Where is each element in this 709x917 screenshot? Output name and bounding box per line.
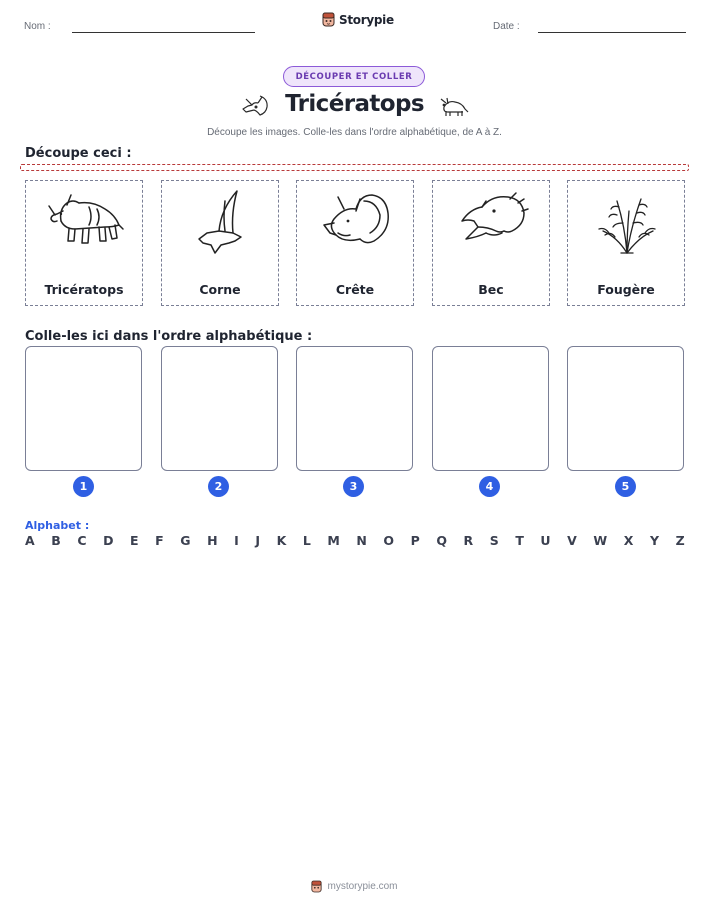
brand-logo <box>322 12 394 27</box>
storypie-mascot-icon <box>322 12 335 27</box>
fern-icon <box>587 187 667 257</box>
triceratops-right-icon <box>438 95 470 119</box>
alphabet-letter: V <box>567 533 577 548</box>
alphabet-letter: G <box>180 533 191 548</box>
alphabet-letter: X <box>623 533 634 548</box>
alphabet-letter: M <box>327 533 340 548</box>
card-label: Bec <box>478 282 504 297</box>
brand-name: Storypie <box>339 12 394 27</box>
alphabet-letter: S <box>489 533 499 548</box>
alphabet-letter: E <box>130 533 139 548</box>
alphabet-letter: K <box>276 533 287 548</box>
card-label: Corne <box>199 282 241 297</box>
alphabet-letter: N <box>356 533 367 548</box>
alphabet-letter: B <box>51 533 61 548</box>
cut-card-fougere[interactable] <box>567 180 685 306</box>
position-number-2: 2 <box>208 476 229 497</box>
date-line[interactable] <box>538 32 686 33</box>
position-number-1: 1 <box>73 476 94 497</box>
name-line[interactable] <box>72 32 255 33</box>
alphabet-letter: Z <box>675 533 685 548</box>
paste-box-3[interactable] <box>296 346 413 471</box>
paste-box-5[interactable] <box>567 346 684 471</box>
cut-section-title: Découpe ceci : <box>25 146 132 161</box>
page-title: Tricératops <box>285 91 424 117</box>
alphabet-letter: L <box>302 533 311 548</box>
alphabet-letter: D <box>103 533 114 548</box>
cut-card-bec[interactable] <box>432 180 550 306</box>
alphabet-letter: U <box>540 533 551 548</box>
position-number-3: 3 <box>343 476 364 497</box>
alphabet-letter: F <box>155 533 164 548</box>
footer-url[interactable]: mystorypie.com <box>327 881 398 892</box>
position-number-5: 5 <box>615 476 636 497</box>
horn-icon <box>181 187 261 257</box>
paste-section-title: Colle-les ici dans l'ordre alphabétique : <box>25 329 313 344</box>
alphabet-title: Alphabet : <box>25 519 90 532</box>
alphabet-letter: O <box>383 533 395 548</box>
activity-badge: DÉCOUPER ET COLLER <box>283 66 425 87</box>
date-label: Date : <box>493 21 520 32</box>
alphabet-letter: W <box>593 533 608 548</box>
beak-icon <box>452 187 532 257</box>
alphabet-letter: T <box>515 533 524 548</box>
paste-box-1[interactable] <box>25 346 142 471</box>
triceratops-icon <box>45 187 125 257</box>
cut-card-crete[interactable] <box>296 180 414 306</box>
paste-box-4[interactable] <box>432 346 549 471</box>
alphabet-letter: Y <box>649 533 659 548</box>
alphabet-letter: I <box>234 533 239 548</box>
frill-icon <box>316 187 396 257</box>
cut-line <box>20 164 689 171</box>
card-label: Crête <box>335 282 375 297</box>
paste-box-2[interactable] <box>161 346 278 471</box>
alphabet-letter: Q <box>436 533 447 548</box>
position-number-4: 4 <box>479 476 500 497</box>
alphabet-row <box>25 533 685 548</box>
card-label: Fougère <box>597 282 655 297</box>
alphabet-letter: R <box>463 533 474 548</box>
alphabet-letter: C <box>77 533 87 548</box>
cut-card-triceratops[interactable] <box>25 180 143 306</box>
name-label: Nom : <box>24 21 51 32</box>
alphabet-letter: A <box>25 533 35 548</box>
card-label: Tricératops <box>44 282 124 297</box>
alphabet-letter: P <box>410 533 420 548</box>
cut-card-corne[interactable] <box>161 180 279 306</box>
instructions: Découpe les images. Colle-les dans l'ordre alphabétique, de A à Z. <box>207 127 502 138</box>
alphabet-letter: J <box>255 533 260 548</box>
alphabet-letter: H <box>207 533 218 548</box>
footer <box>0 880 709 893</box>
storypie-mascot-icon <box>311 880 322 893</box>
